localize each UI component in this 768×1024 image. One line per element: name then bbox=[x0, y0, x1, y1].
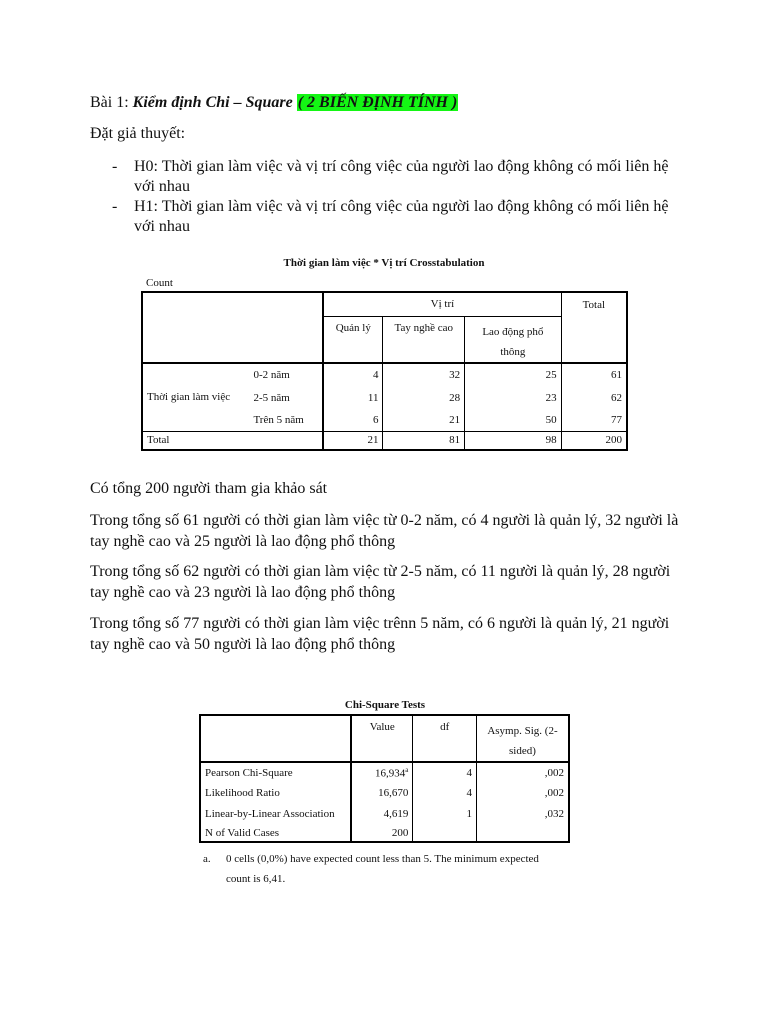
crosstab-total-row bbox=[142, 432, 627, 450]
crosstab-cell: 81 bbox=[383, 432, 465, 450]
crosstab-row bbox=[142, 363, 627, 387]
exercise-heading bbox=[90, 94, 458, 112]
chisq-sig: ,002 bbox=[544, 766, 564, 779]
chisq-header: Asymp. Sig. (2-sided) bbox=[487, 725, 558, 757]
heading-prefix: Bài 1: bbox=[90, 94, 133, 111]
crosstab-cell: 23 bbox=[545, 392, 557, 404]
crosstab-cell: 50 bbox=[545, 414, 557, 427]
summary-paragraph: Có tổng 200 người tham gia khảo sát bbox=[90, 480, 328, 497]
crosstab-cell: 62 bbox=[561, 387, 627, 410]
chisq-corner-cell bbox=[200, 715, 351, 762]
crosstab-group-header: Vị trí bbox=[323, 292, 561, 316]
chisq-row bbox=[200, 824, 569, 842]
crosstab-cell: 4 bbox=[323, 363, 383, 387]
chisq-footnote-marker: a. bbox=[203, 853, 211, 865]
crosstab-total-header: Total bbox=[561, 292, 627, 363]
hypotheses-list bbox=[112, 157, 682, 237]
hypothesis-text: H1: Thời gian làm việc và vị trí công việc của người lao động không có mối liên hệ với nhau bbox=[134, 198, 669, 235]
chisq-header: Value bbox=[351, 715, 413, 762]
crosstab-cell: 21 bbox=[323, 432, 383, 450]
bullet-dash: - bbox=[112, 198, 118, 215]
chisq-value: 200 bbox=[351, 824, 413, 842]
hypothesis-text: H0: Thời gian làm việc và vị trí công việc của người lao động không có mối liên hệ với nhau bbox=[134, 158, 669, 195]
crosstab-cell: 21 bbox=[383, 410, 465, 432]
chisq-row-label: N of Valid Cases bbox=[200, 824, 351, 842]
chisq-value-cell bbox=[351, 762, 413, 782]
crosstab-cell: 61 bbox=[561, 363, 627, 387]
crosstab-row-label: 0-2 năm bbox=[249, 363, 323, 387]
chisq-df: 4 bbox=[413, 762, 477, 782]
crosstab-cell: 32 bbox=[383, 363, 465, 387]
chisq-value: 4,619 bbox=[351, 803, 413, 824]
crosstab-row-label: 2-5 năm bbox=[249, 387, 323, 410]
chisq-row-label: Likelihood Ratio bbox=[200, 782, 351, 803]
bullet-dash: - bbox=[112, 158, 118, 175]
hypothesis-h1 bbox=[112, 197, 682, 237]
chisq-df: 4 bbox=[413, 782, 477, 803]
crosstab-cell: 25 bbox=[545, 369, 557, 381]
crosstab-row-label: Trên 5 năm bbox=[249, 410, 323, 432]
crosstab-col-header: Lao động phổ thông bbox=[465, 316, 562, 363]
crosstab-count-label: Count bbox=[146, 277, 173, 289]
crosstab-table bbox=[141, 291, 628, 451]
hypotheses-intro: Đặt giả thuyết: bbox=[90, 125, 186, 142]
chisq-row bbox=[200, 762, 569, 782]
crosstab-cell: 77 bbox=[561, 410, 627, 432]
detail-paragraph: Trong tổng số 62 người có thời gian làm việc từ 2-5 năm, có 11 người là quản lý, 28 người tay nghề cao và 23 người là lao động phổ thông bbox=[90, 563, 671, 601]
crosstab-title: Thời gian làm việc * Vị trí Crosstabulation bbox=[283, 257, 485, 269]
chisq-df: 1 bbox=[413, 803, 477, 824]
chisq-row-label: Pearson Chi-Square bbox=[200, 762, 351, 782]
crosstab-cell: 28 bbox=[383, 387, 465, 410]
crosstab-corner-cell bbox=[142, 292, 323, 363]
chisq-value: 16,934 bbox=[375, 767, 406, 780]
chisq-header: df bbox=[413, 715, 477, 762]
crosstab-cell: 11 bbox=[323, 387, 383, 410]
detail-paragraph: Trong tổng số 61 người có thời gian làm việc từ 0-2 năm, có 4 người là quản lý, 32 người là tay nghề cao và 25 người là lao động phổ thông bbox=[90, 512, 679, 550]
chisq-sig: ,032 bbox=[544, 807, 564, 820]
detail-paragraph: Trong tổng số 77 người có thời gian làm việc trênn 5 năm, có 6 người là quản lý, 21 người tay nghề cao và 50 người là lao động phổ thông bbox=[90, 615, 670, 653]
crosstab-cell: 6 bbox=[323, 410, 383, 432]
crosstab-total-label: Total bbox=[142, 432, 323, 450]
hypothesis-h0 bbox=[112, 157, 682, 197]
heading-highlight: ( 2 BIẾN ĐỊNH TÍNH ) bbox=[297, 94, 458, 111]
heading-title: Kiểm định Chi – Square bbox=[132, 94, 293, 111]
crosstab-cell: 98 bbox=[545, 434, 557, 447]
chisq-df bbox=[413, 824, 477, 842]
chisq-row bbox=[200, 803, 569, 824]
chisq-sig: ,002 bbox=[544, 786, 564, 799]
chisq-row bbox=[200, 782, 569, 803]
crosstab-col-header: Quản lý bbox=[323, 316, 383, 363]
chisq-footnote: 0 cells (0,0%) have expected count less than 5. The minimum expected count is 6,41. bbox=[226, 853, 539, 885]
chisq-footnote-ref: a bbox=[405, 765, 409, 774]
crosstab-row-variable: Thời gian làm việc bbox=[147, 391, 231, 404]
crosstab-cell: 200 bbox=[561, 432, 627, 450]
chisq-table bbox=[199, 714, 570, 843]
chisq-value: 16,670 bbox=[351, 782, 413, 803]
chisq-title: Chi-Square Tests bbox=[344, 699, 426, 711]
chisq-row-label: Linear-by-Linear Association bbox=[200, 803, 351, 824]
chisq-sig bbox=[476, 824, 569, 842]
crosstab-col-header: Tay nghề cao bbox=[383, 316, 465, 363]
